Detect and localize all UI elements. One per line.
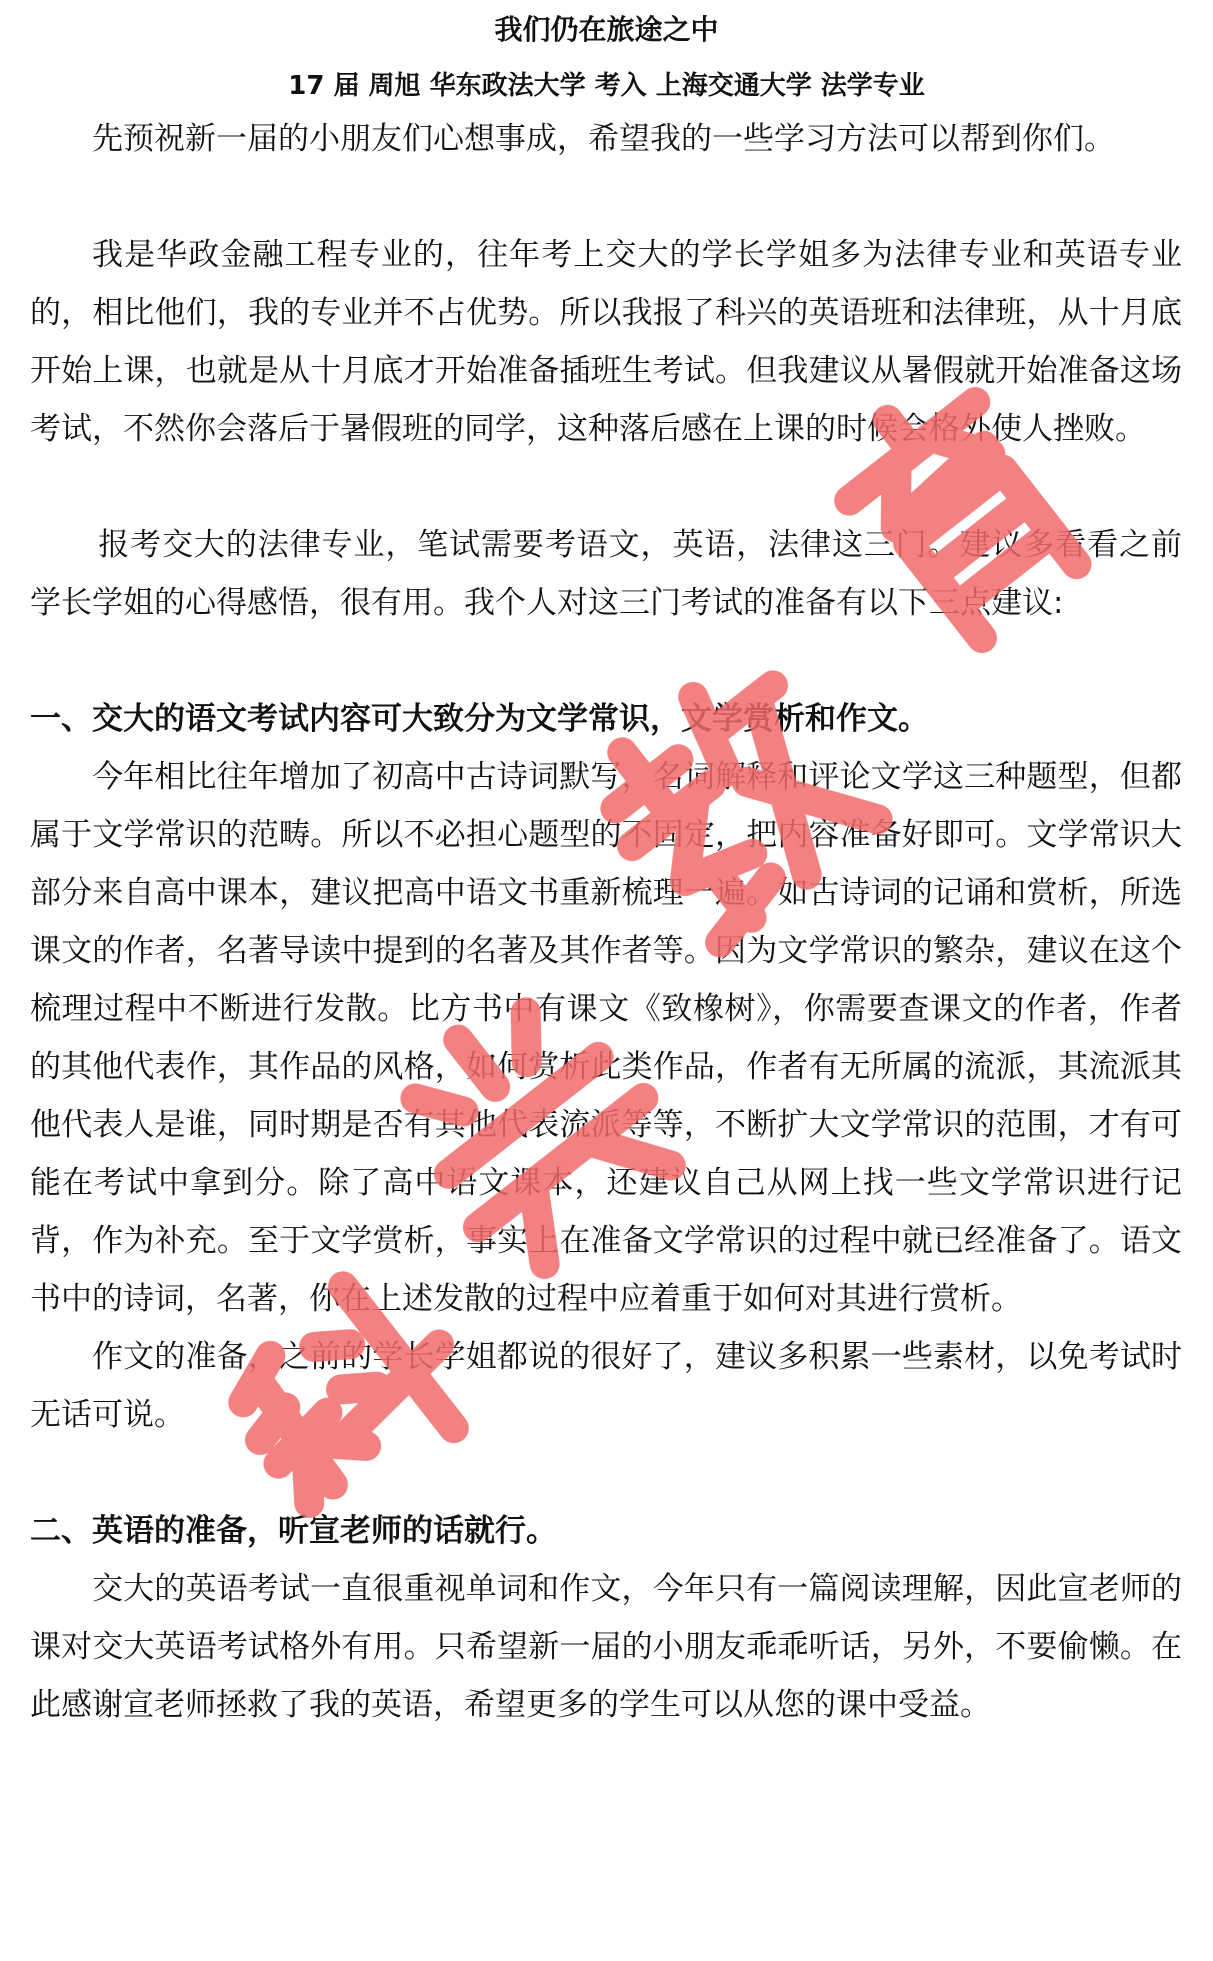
document-body	[30, 110, 1182, 1734]
paragraph-exam-subjects: 报考交大的法律专业，笔试需要考语文，英语，法律这三门。建议多看看之前学长学姐的心得感悟，很有用。我个人对这三门考试的准备有以下三点建议:	[30, 527, 1182, 621]
paragraph-chinese-prep: 今年相比往年增加了初高中古诗词默写，名词解释和评论文学这三种题型，但都属于文学常识的范畴。所以不必担心题型的不固定，把内容准备好即可。文学常识大部分来自高中课本，建议把高中语文书重新梳理一遍。如古诗词的记诵和赏析，所选课文的作者，名著导读中提到的名著及其作者等。因为文学常识的繁杂，建议在这个梳理过程中不断进行发散。比方书中有课文《致橡树》，你需要查课文的作者，作者的其他代表作，其作品的风格，如何赏析此类作品，作者有无所属的流派，其流派其他代表人是谁，同时期是否有其他代表流派等等，不断扩大文学常识的范围，才有可能在考试中拿到分。除了高中语文课本，还建议自己从网上找一些文学常识进行记背，作为补充。至于文学赏析，事实上在准备文学常识的过程中就已经准备了。语文书中的诗词，名著，你在上述发散的过程中应着重于如何对其进行赏析。	[30, 759, 1182, 1317]
paragraph-gap	[30, 1444, 1182, 1502]
paragraph-essay-prep: 作文的准备，之前的学长学姐都说的很好了，建议多积累一些素材，以免考试时无话可说。	[30, 1339, 1182, 1433]
document-title: 我们仍在旅途之中	[494, 13, 719, 46]
paragraph-intro: 先预祝新一届的小朋友们心想事成，希望我的一些学习方法可以帮到你们。	[92, 121, 1115, 157]
paragraph-gap	[30, 632, 1182, 690]
section-heading-english: 二、英语的准备，听宣老师的话就行。	[30, 1513, 557, 1549]
paragraph-gap	[30, 168, 1182, 226]
paragraph-gap	[30, 458, 1182, 516]
paragraph-english-prep: 交大的英语考试一直很重视单词和作文，今年只有一篇阅读理解，因此宣老师的课对交大英语考试格外有用。只希望新一届的小朋友乖乖听话，另外，不要偷懒。在此感谢宣老师拯救了我的英语，希望更多的学生可以从您的课中受益。	[30, 1571, 1182, 1723]
section-heading-chinese: 一、交大的语文考试内容可大致分为文学常识，文学赏析和作文。	[30, 701, 929, 737]
paragraph-background: 我是华政金融工程专业的，往年考上交大的学长学姐多为法律专业和英语专业的，相比他们，我的专业并不占优势。所以我报了科兴的英语班和法律班，从十月底开始上课，也就是从十月底才开始准备插班生考试。但我建议从暑假就开始准备这场考试，不然你会落后于暑假班的同学，这种落后感在上课的时候会格外使人挫败。	[30, 237, 1182, 447]
document-subtitle: 17 届 周旭 华东政法大学 考入 上海交通大学 法学专业	[288, 71, 925, 101]
